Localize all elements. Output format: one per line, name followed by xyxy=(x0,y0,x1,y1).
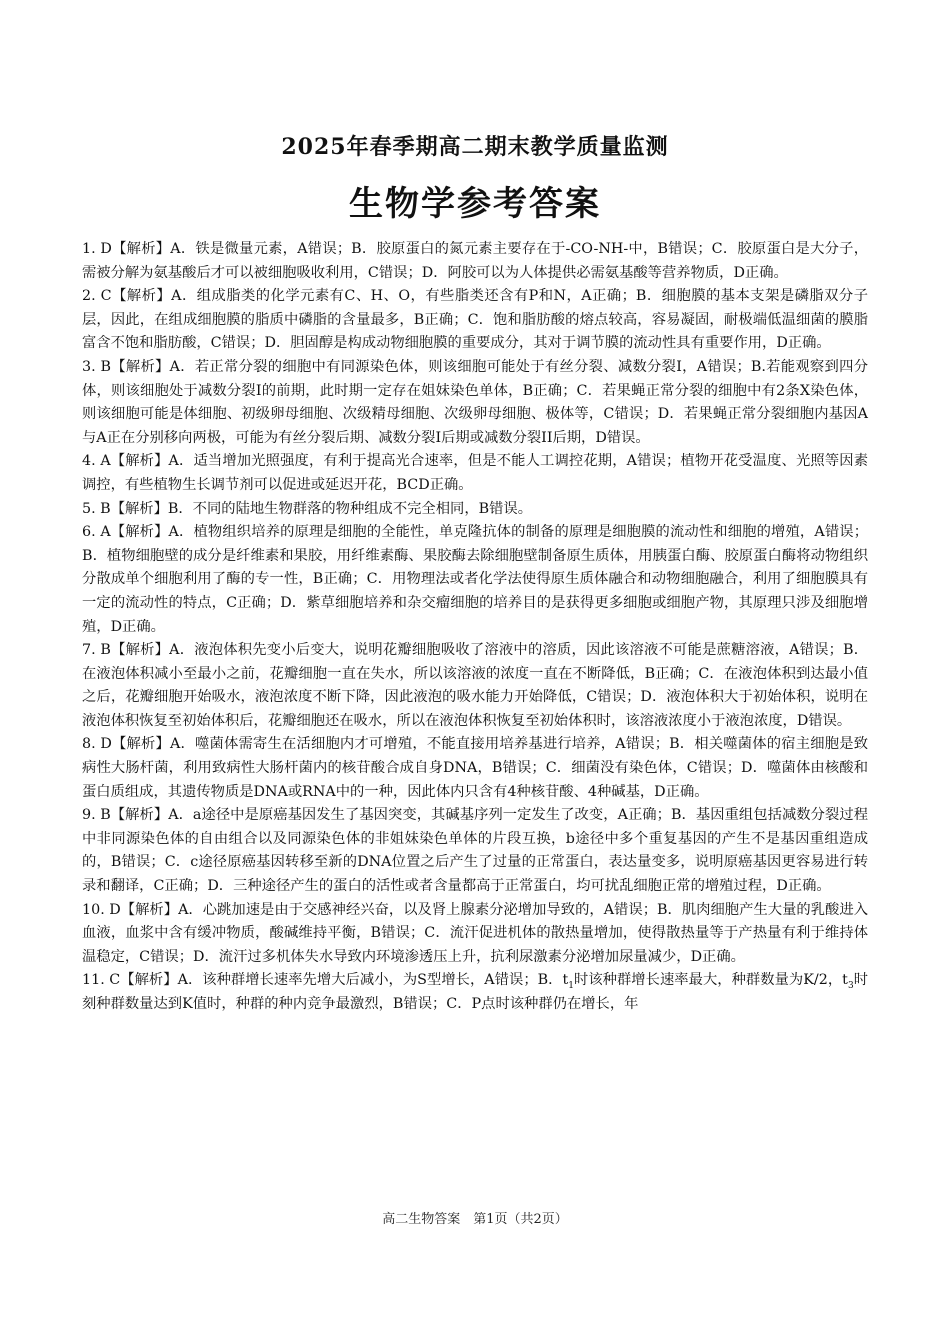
answer-item-7: 7. B【解析】A．液泡体积先变小后变大，说明花瓣细胞吸收了溶液中的溶质，因此该溶液不可能是蔗糖溶液，A错误；B．在液泡体积减小至最小之前，花瓣细胞一直在失水，所以该溶液的浓度一直在不断降低，B正确；C．在液泡体积到达最小值之后，花瓣细胞开始吸水，液泡浓度不断下降，因此液泡的吸水能力开始降低，C错误；D．液泡体积大于初始体积，说明在液泡体积恢复至初始体积后，花瓣细胞还在吸水，所以在液泡体积恢复至初始体积时，该溶液浓度小于液泡浓度，D错误。 xyxy=(82,642,868,729)
page-footer: 高二生物答案 第1页（共2页） xyxy=(382,1212,568,1227)
answer-11-text-c: 时刻种群数量达到K值时，种群的种内竞争最激烈，B错误；C．P点时该种群仍在增长，年 xyxy=(82,972,868,1012)
answer-item-5: 5. B【解析】B．不同的陆地生物群落的物种组成不完全相同，B错误。 xyxy=(82,500,533,517)
answer-item-1: 1. D【解析】A．铁是微量元素，A错误；B．胶原蛋白的氮元素主要存在于-CO-NH-中，B错误；C．胶原蛋白是大分子，需被分解为氨基酸后才可以被细胞吸收利用，C错误；D．阿胶可以为人体提供必需氨基酸等营养物质，D正确。 xyxy=(82,241,868,281)
answer-item-8: 8. D【解析】A．噬菌体需寄生在活细胞内才可增殖，不能直接用培养基进行培养，A错误；B．相关噬菌体的宿主细胞是致病性大肠杆菌，利用致病性大肠杆菌内的核苷酸合成自身DNA，B错误；C．细菌没有染色体，C错误；D．噬菌体由核酸和蛋白质组成，其遗传物质是DNA或RNA中的一种，因此体内只含有4种核苷酸、4种碱基，D正确。 xyxy=(82,736,868,800)
answer-item-10: 10. D【解析】A．心跳加速是由于交感神经兴奋，以及肾上腺素分泌增加导致的，A错误；B．肌肉细胞产生大量的乳酸进入血液，血浆中含有缓冲物质，酸碱维持平衡，B错误；C．流汗促进机体的散热量增加，使得散热量等于产热量有利于维持体温稳定，C错误；D．流汗过多机体失水导致内环境渗透压上升，抗利尿激素分泌增加尿量减少，D正确。 xyxy=(82,901,868,965)
answer-11-text-b: 时该种群增长速率最大，种群数量为K/2，t xyxy=(573,972,848,989)
answer-11-sub-3: 3 xyxy=(847,981,854,992)
answer-item-11 xyxy=(82,969,868,1016)
answer-item-9: 9. B【解析】A．a途径中是原癌基因发生了基因突变，其碱基序列一定发生了改变，A正确；B．基因重组包括减数分裂过程中非同源染色体的自由组合以及同源染色体的非姐妹染色单体的片段互换，b途径中多个重复基因的产生不是基因重组造成的，B错误；C．c途径原癌基因转移至新的DNA位置之后产生了过量的正常蛋白，表达量变多，说明原癌基因更容易进行转录和翻译，C正确；D．三种途径产生的蛋白的活性或者含量都高于正常蛋白，均可扰乱细胞正常的增殖过程，D正确。 xyxy=(82,807,868,895)
answer-item-3: 3. B【解析】A．若正常分裂的细胞中有同源染色体，则该细胞可能处于有丝分裂、减数分裂I，A错误；B.若能观察到四分体，则该细胞处于减数分裂I的前期，此时期一定存在姐妹染色单体，B正确；C．若果蝇正常分裂的细胞中有2条X染色体，则该细胞可能是体细胞、初级卵母细胞、次级精母细胞、次级卵母细胞、极体等，C错误；D．若果蝇正常分裂细胞内基因A与A正在分别移向两极，可能为有丝分裂后期、减数分裂I后期或减数分裂II后期，D错误。 xyxy=(82,358,868,446)
exam-title: 2025年春季期高二期末教学质量监测 xyxy=(281,134,669,160)
answer-11-sub-1: 1 xyxy=(568,981,574,992)
answer-11-text-a: 11. C【解析】A．该种群增长速率先增大后减小，为S型增长，A错误；B．t xyxy=(82,972,569,989)
answer-list xyxy=(82,238,868,1017)
page-title: 生物学参考答案 xyxy=(349,184,601,224)
answer-item-2: 2. C【解析】A．组成脂类的化学元素有C、H、O，有些脂类还含有P和N，A正确；B．细胞膜的基本支架是磷脂双分子层，因此，在组成细胞膜的脂质中磷脂的含量最多，B正确；C．饱和脂肪酸的熔点较高，容易凝固，耐极端低温细菌的膜脂富含不饱和脂肪酸，C错误；D．胆固醇是构成动物细胞膜的重要成分，其对于调节膜的流动性具有重要作用，D正确。 xyxy=(82,288,868,352)
answer-item-4: 4. A【解析】A．适当增加光照强度，有利于提高光合速率，但是不能人工调控花期，A错误；植物开花受温度、光照等因素调控，有些植物生长调节剂可以促进或延迟开花，BCD正确。 xyxy=(82,453,868,493)
answer-item-6: 6. A【解析】A．植物组织培养的原理是细胞的全能性，单克隆抗体的制备的原理是细胞膜的流动性和细胞的增殖，A错误；B．植物细胞壁的成分是纤维素和果胶，用纤维素酶、果胶酶去除细胞壁制备原生质体，用胰蛋白酶、胶原蛋白酶将动物组织分散成单个细胞利用了酶的专一性，B正确；C．用物理法或者化学法使得原生质体融合和动物细胞融合，利用了细胞膜具有一定的流动性的特点，C正确；D．紫草细胞培养和杂交瘤细胞的培养目的是获得更多细胞或细胞产物，其原理只涉及细胞增殖，D正确。 xyxy=(82,524,868,635)
